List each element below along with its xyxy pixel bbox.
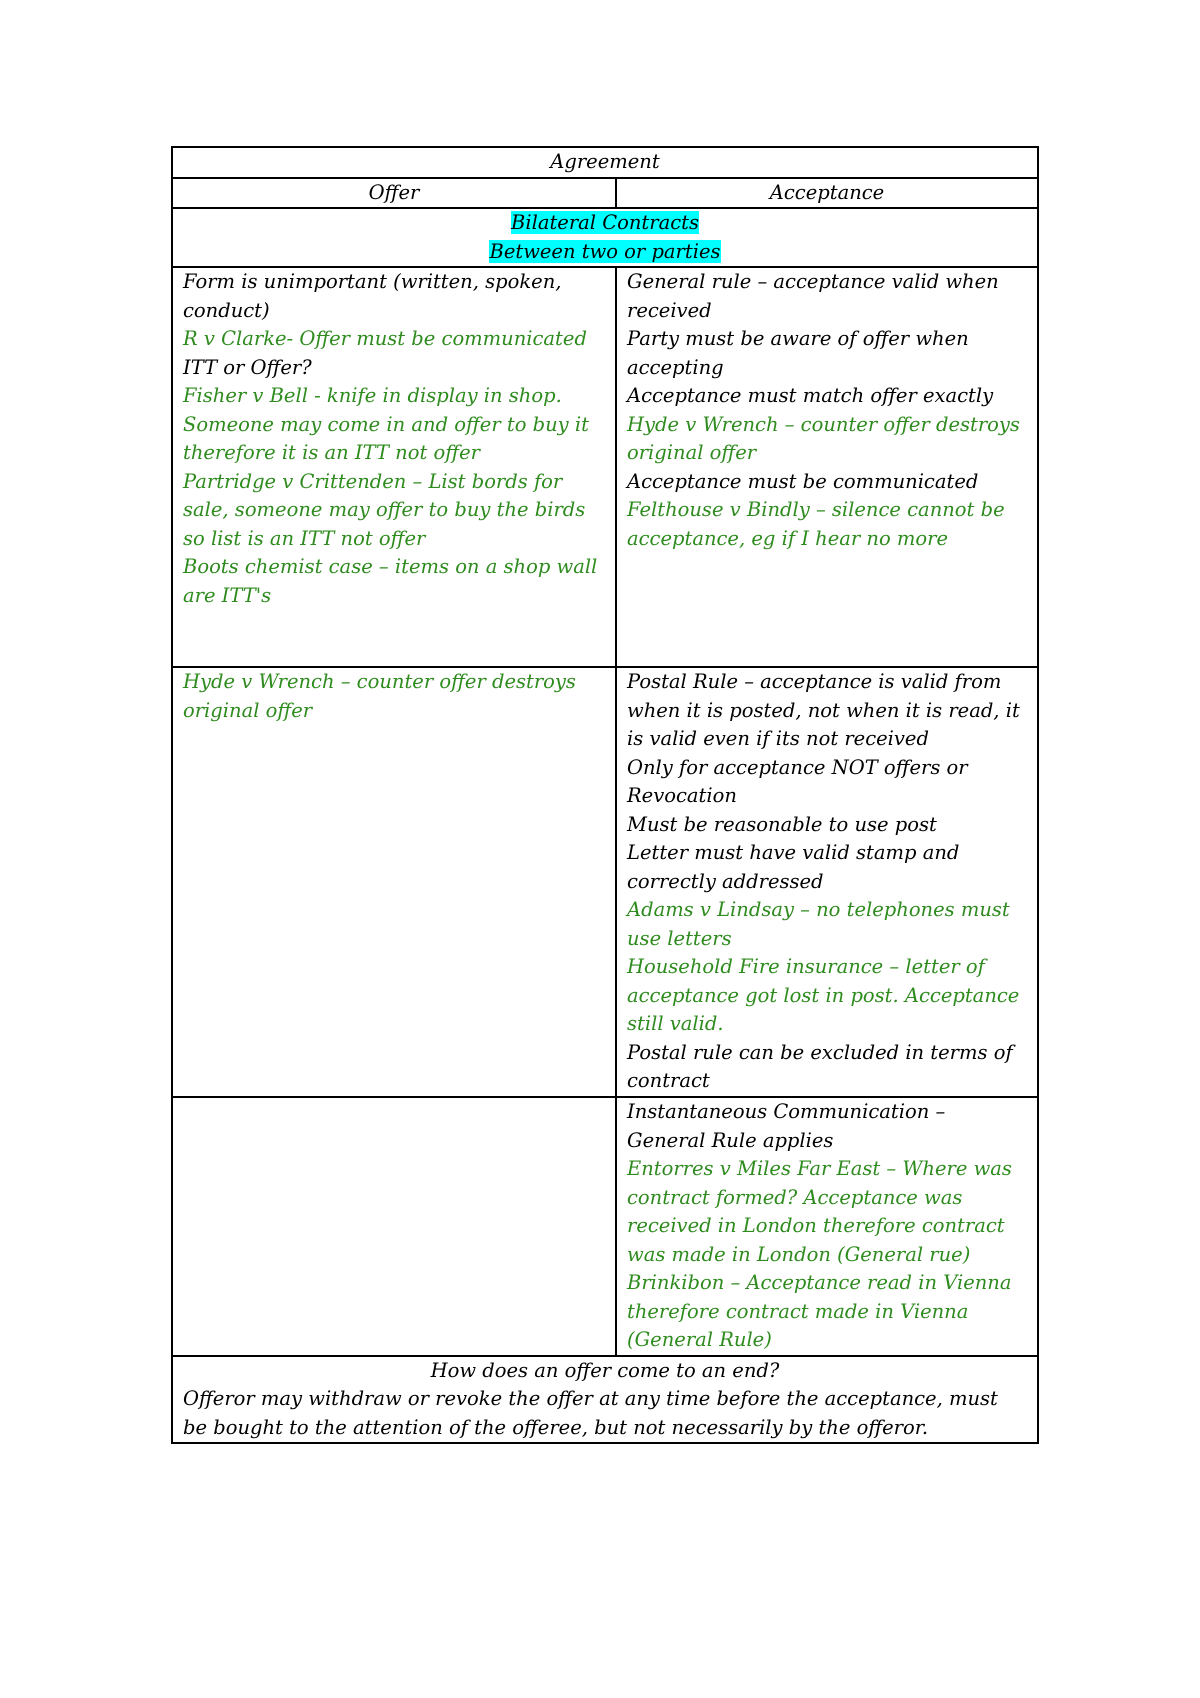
title-row [172, 147, 1038, 178]
footer-cell [172, 1356, 1038, 1444]
case-note: Fisher v Bell - knife in display in shop. Someone may come in and offer to buy it therefore it is an ITT not offer [183, 384, 589, 464]
table-row [172, 1097, 1038, 1356]
case-note: Hyde v Wrench – counter offer destroys original offer [627, 412, 1020, 464]
bilateral-cell [172, 208, 1038, 267]
footer-question: How does an offer come to an end? [430, 1358, 780, 1382]
table-title: Agreement [172, 147, 1038, 178]
footer-answer: Offeror may withdraw or revoke the offer at any time before the acceptance, must be bought to the attention of the offeree, but not necessarily by the offeror. [183, 1387, 998, 1439]
case-note: Hyde v Wrench – counter offer destroys original offer [183, 670, 576, 722]
rule-note: Must be reasonable to use post [627, 812, 937, 836]
table-row [172, 267, 1038, 667]
case-note: Adams v Lindsay – no telephones must use letters [627, 898, 1010, 950]
offer-cell [172, 267, 616, 667]
bilateral-heading: Bilateral Contracts [511, 211, 699, 234]
acceptance-cell [616, 667, 1038, 1097]
case-note: Household Fire insurance – letter of acceptance got lost in post. Acceptance still valid. [627, 955, 1020, 1035]
rule-note: Letter must have valid stamp and correctly addressed [627, 841, 960, 893]
rule-note: Postal Rule – acceptance is valid from when it is posted, not when it is read, it is valid even if its not received [627, 670, 1020, 750]
rule-note: Form is unimportant (written, spoken, conduct) [183, 270, 562, 322]
case-note: Brinkibon – Acceptance read in Vienna therefore contract made in Vienna (General Rule) [627, 1271, 1012, 1351]
offer-cell [172, 667, 616, 1097]
rule-note: General rule – acceptance valid when received [627, 270, 999, 322]
rule-note: Acceptance must be communicated [627, 469, 979, 493]
case-note: R v Clarke- Offer must be communicated [183, 327, 587, 350]
acceptance-cell [616, 267, 1038, 667]
bilateral-row [172, 208, 1038, 267]
agreement-table [171, 146, 1039, 1444]
rule-note: Postal rule can be excluded in terms of contract [627, 1040, 1013, 1092]
case-note: Partridge v Crittenden – List bords for sale, someone may offer to buy the birds so list is an ITT not offer [183, 469, 586, 550]
case-note: Entorres v Miles Far East – Where was contract formed? Acceptance was received in London therefore contract was made in London (General rue) [627, 1157, 1012, 1266]
footer-row [172, 1356, 1038, 1444]
rule-note: ITT or Offer? [183, 355, 312, 379]
rule-note: Only for acceptance NOT offers or Revocation [627, 755, 968, 807]
rule-note: Instantaneous Communication – General Rule applies [627, 1100, 946, 1152]
acceptance-column-header: Acceptance [616, 178, 1038, 209]
offer-cell [172, 1097, 616, 1356]
case-note: Boots chemist case – items on a shop wall are ITT's [183, 555, 598, 607]
rule-note: Party must be aware of offer when accepting [627, 327, 969, 379]
bilateral-subheading: Between two or parties [489, 239, 721, 263]
table-row [172, 667, 1038, 1097]
offer-column-header: Offer [172, 178, 616, 209]
case-note: Felthouse v Bindly – silence cannot be acceptance, eg if I hear no more [627, 498, 1005, 550]
column-header-row [172, 178, 1038, 209]
acceptance-cell [616, 1097, 1038, 1356]
rule-note: Acceptance must match offer exactly [627, 384, 994, 407]
